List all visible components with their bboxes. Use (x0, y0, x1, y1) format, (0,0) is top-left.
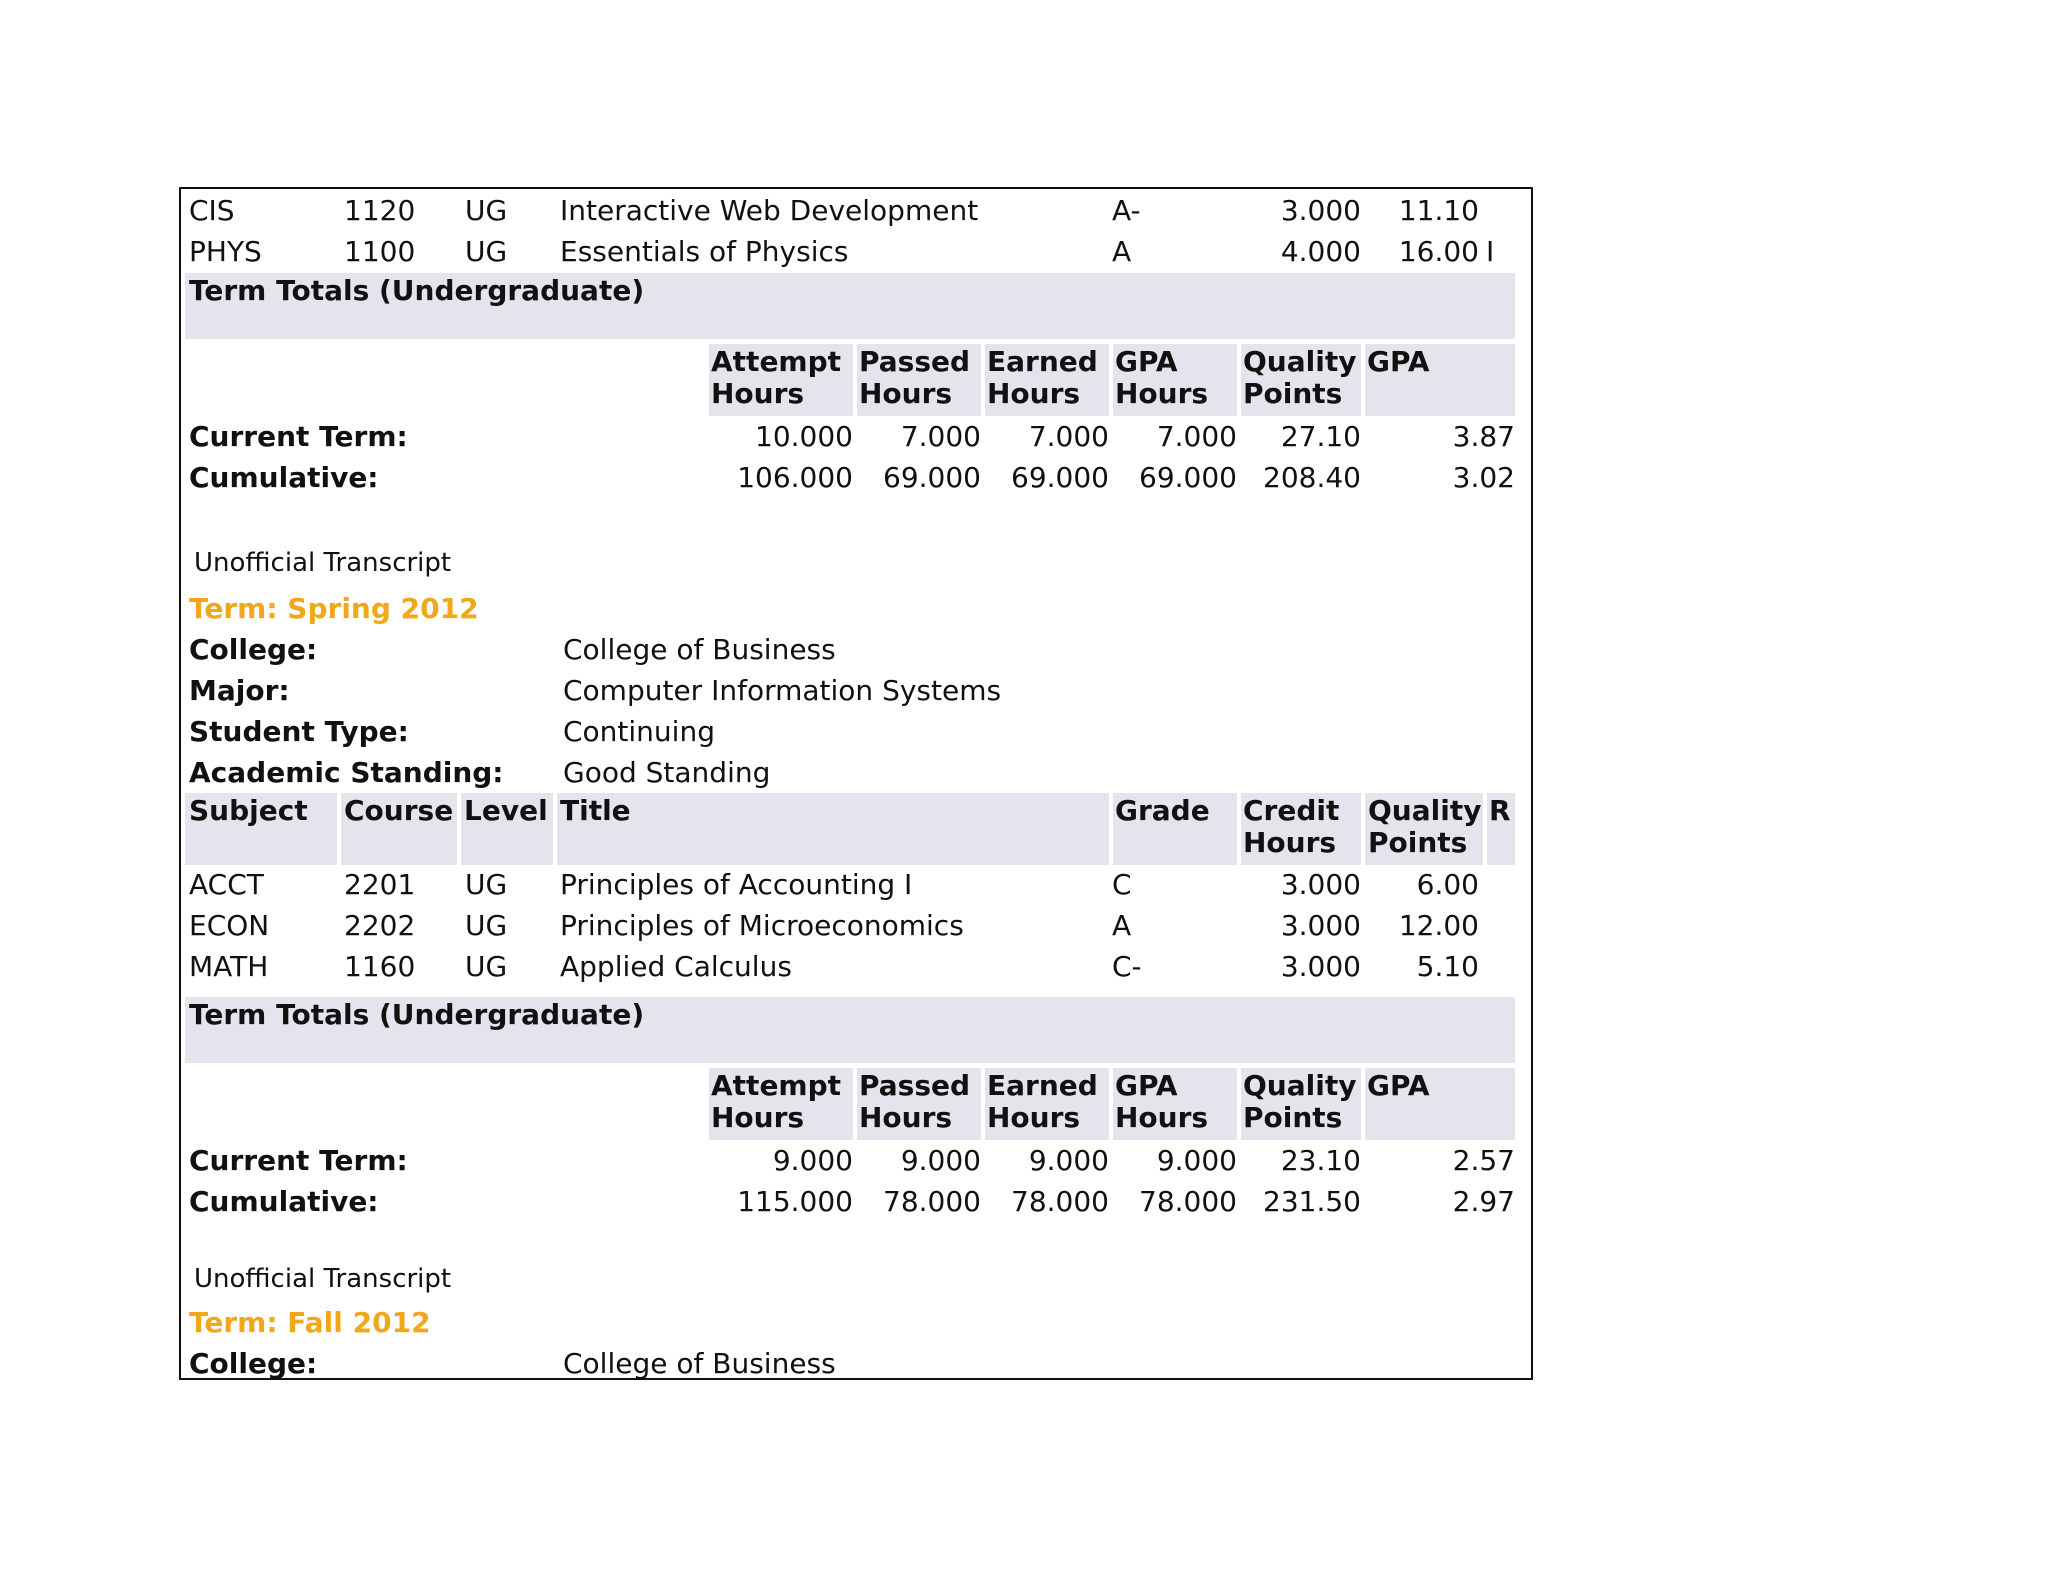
gpa-value: 3.87 (1452, 420, 1515, 453)
header-line: Hours (987, 1101, 1081, 1134)
current-term-label: Current Term: (189, 1144, 408, 1177)
gpa-value: 2.57 (1452, 1144, 1515, 1177)
course-number: 1100 (344, 235, 416, 268)
header-line: Credit (1243, 794, 1340, 827)
header-line: Earned (987, 345, 1098, 378)
header-line: Points (1243, 1101, 1343, 1134)
passed-hours-value: 69.000 (883, 461, 981, 494)
course-title: Applied Calculus (560, 950, 792, 983)
transcript-frame (179, 187, 1533, 1380)
earned-hours-value: 7.000 (1028, 420, 1109, 453)
header-line: Attempt (711, 1069, 842, 1102)
earned-hours-value: 69.000 (1011, 461, 1109, 494)
current-term-label: Current Term: (189, 420, 408, 453)
major-label: Major: (189, 674, 290, 707)
course-number: 2201 (344, 868, 416, 901)
quality-points-value: 27.10 (1280, 420, 1361, 453)
header-level: Level (464, 794, 548, 827)
cumulative-label: Cumulative: (189, 461, 379, 494)
attempt-hours-value: 115.000 (737, 1185, 853, 1218)
passed-hours-value: 78.000 (883, 1185, 981, 1218)
term-heading: Term: Fall 2012 (189, 1306, 431, 1339)
quality-points-value: 231.50 (1263, 1185, 1361, 1218)
totals-header-gpa (1367, 1070, 1430, 1102)
header-quality-points (1368, 795, 1481, 859)
course-level: UG (465, 868, 508, 901)
header-line: GPA (1367, 345, 1430, 378)
course-number: 2202 (344, 909, 416, 942)
college-label: College: (189, 633, 318, 666)
course-repeat-flag: I (1486, 235, 1495, 268)
course-grade: C- (1112, 950, 1142, 983)
course-grade: A- (1112, 194, 1141, 227)
course-credit-hours: 4.000 (1280, 235, 1361, 268)
course-subject: MATH (189, 950, 269, 983)
course-credit-hours: 3.000 (1280, 868, 1361, 901)
header-credit-hours (1243, 795, 1339, 859)
term-totals-title: Term Totals (Undergraduate) (189, 274, 645, 307)
course-subject: ACCT (189, 868, 264, 901)
attempt-hours-value: 10.000 (755, 420, 853, 453)
course-level: UG (465, 235, 508, 268)
course-quality-points: 16.00 (1398, 235, 1479, 268)
course-title: Principles of Microeconomics (560, 909, 964, 942)
academic-standing-label: Academic Standing: (189, 756, 504, 789)
header-line: Quality (1243, 345, 1357, 378)
course-subject: CIS (189, 194, 235, 227)
course-level: UG (465, 909, 508, 942)
college-value: College of Business (563, 1347, 836, 1380)
gpa-value: 3.02 (1452, 461, 1515, 494)
header-line: Earned (987, 1069, 1098, 1102)
earned-hours-value: 78.000 (1011, 1185, 1109, 1218)
header-line: Hours (987, 377, 1081, 410)
course-credit-hours: 3.000 (1280, 909, 1361, 942)
student-type-label: Student Type: (189, 715, 409, 748)
header-line: Passed (859, 1069, 971, 1102)
totals-header-gpa-hours (1115, 1070, 1208, 1134)
attempt-hours-value: 9.000 (772, 1144, 853, 1177)
totals-header-quality (1243, 1070, 1356, 1134)
quality-points-value: 23.10 (1280, 1144, 1361, 1177)
course-grade: A (1112, 235, 1132, 268)
header-line: Attempt (711, 345, 842, 378)
header-line: Hours (859, 377, 953, 410)
gpa-hours-value: 7.000 (1156, 420, 1237, 453)
academic-standing-value: Good Standing (563, 756, 771, 789)
header-line: Hours (1115, 377, 1209, 410)
earned-hours-value: 9.000 (1028, 1144, 1109, 1177)
header-line: Quality (1243, 1069, 1357, 1102)
header-line: Hours (711, 1101, 805, 1134)
course-grade: C (1112, 868, 1132, 901)
course-number: 1120 (344, 194, 416, 227)
term-totals-title: Term Totals (Undergraduate) (189, 998, 645, 1031)
header-line: GPA (1367, 1069, 1430, 1102)
unofficial-transcript-label: Unofficial Transcript (194, 1264, 452, 1294)
totals-header-quality (1243, 346, 1356, 410)
totals-header-attempt (711, 1070, 841, 1134)
header-line: GPA (1115, 345, 1178, 378)
header-line: Passed (859, 345, 971, 378)
course-number: 1160 (344, 950, 416, 983)
header-line: Hours (1243, 826, 1337, 859)
header-title: Title (560, 794, 631, 827)
term-heading: Term: Spring 2012 (189, 592, 479, 625)
totals-header-gpa-hours (1115, 346, 1208, 410)
header-grade: Grade (1115, 794, 1210, 827)
header-line: Quality (1368, 794, 1482, 827)
cumulative-label: Cumulative: (189, 1185, 379, 1218)
course-level: UG (465, 194, 508, 227)
course-credit-hours: 3.000 (1280, 194, 1361, 227)
header-line: Points (1368, 826, 1468, 859)
header-subject: Subject (189, 794, 308, 827)
attempt-hours-value: 106.000 (737, 461, 853, 494)
gpa-hours-value: 69.000 (1139, 461, 1237, 494)
header-repeat: R (1489, 794, 1511, 827)
header-line: Hours (1115, 1101, 1209, 1134)
gpa-value: 2.97 (1452, 1185, 1515, 1218)
course-quality-points: 5.10 (1416, 950, 1479, 983)
gpa-hours-value: 9.000 (1156, 1144, 1237, 1177)
totals-header-gpa (1367, 346, 1430, 378)
course-subject: ECON (189, 909, 270, 942)
header-cell-bg (557, 793, 1109, 865)
course-quality-points: 12.00 (1398, 909, 1479, 942)
course-credit-hours: 3.000 (1280, 950, 1361, 983)
course-quality-points: 11.10 (1398, 194, 1479, 227)
totals-header-attempt (711, 346, 841, 410)
passed-hours-value: 7.000 (900, 420, 981, 453)
college-label: College: (189, 1347, 318, 1380)
totals-header-earned (987, 1070, 1098, 1134)
unofficial-transcript-label: Unofficial Transcript (194, 548, 452, 578)
header-line: Hours (859, 1101, 953, 1134)
header-line: Points (1243, 377, 1343, 410)
totals-header-passed (859, 346, 970, 410)
course-quality-points: 6.00 (1416, 868, 1479, 901)
passed-hours-value: 9.000 (900, 1144, 981, 1177)
student-type-value: Continuing (563, 715, 715, 748)
header-line: GPA (1115, 1069, 1178, 1102)
course-level: UG (465, 950, 508, 983)
course-title: Principles of Accounting I (560, 868, 913, 901)
totals-header-passed (859, 1070, 970, 1134)
quality-points-value: 208.40 (1263, 461, 1361, 494)
header-course: Course (344, 794, 454, 827)
gpa-hours-value: 78.000 (1139, 1185, 1237, 1218)
course-grade: A (1112, 909, 1132, 942)
header-line: Hours (711, 377, 805, 410)
college-value: College of Business (563, 633, 836, 666)
totals-header-earned (987, 346, 1098, 410)
major-value: Computer Information Systems (563, 674, 1002, 707)
course-title: Essentials of Physics (560, 235, 849, 268)
course-title: Interactive Web Development (560, 194, 979, 227)
course-subject: PHYS (189, 235, 262, 268)
